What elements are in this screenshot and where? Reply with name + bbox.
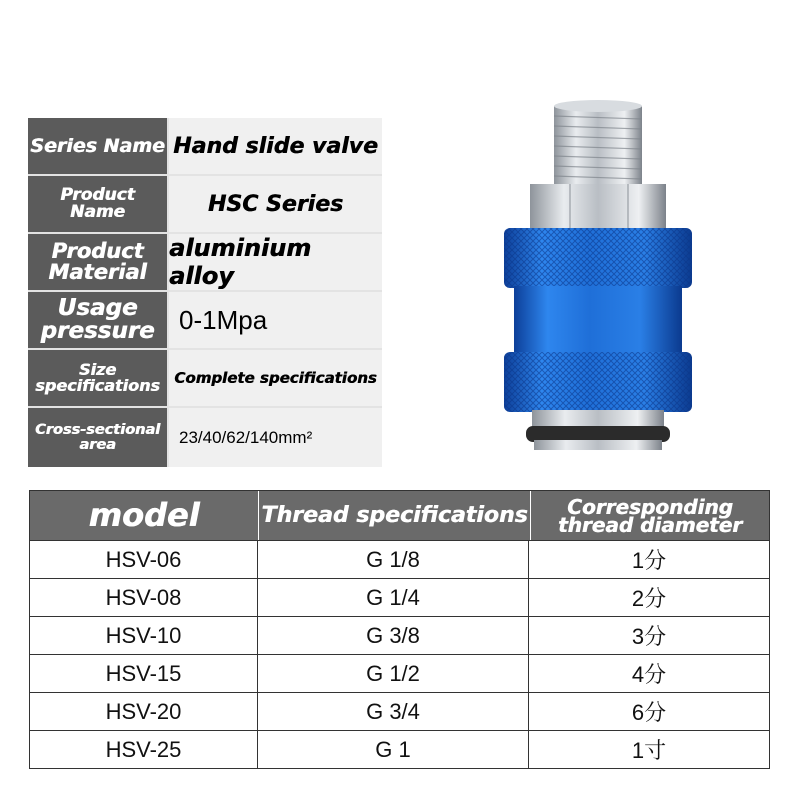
header-model: model [30, 491, 259, 540]
cell-thread: G 1/2 [258, 655, 529, 692]
cell-diameter: 4分 [631, 662, 667, 687]
spec-row-size-specifications [28, 350, 382, 406]
spec-value: 0-1Mpa [169, 292, 382, 348]
cell-thread: G 3/4 [258, 693, 529, 730]
spec-row-series-name [28, 118, 382, 174]
spec-value: HSC Series [169, 176, 382, 232]
table-row [30, 654, 769, 692]
cell-model: HSV-08 [30, 579, 258, 616]
cell-model: HSV-10 [30, 617, 258, 654]
cell-model: HSV-06 [30, 541, 258, 578]
table-row [30, 578, 769, 616]
cell-model: HSV-20 [30, 693, 258, 730]
cell-model: HSV-15 [30, 655, 258, 692]
spec-row-product-name [28, 176, 382, 232]
header-thread-specifications: Thread specifications [259, 491, 531, 540]
table-row [30, 692, 769, 730]
cell-diameter: 3分 [631, 624, 667, 649]
cell-thread: G 1/8 [258, 541, 529, 578]
spec-row-product-material [28, 234, 382, 290]
table-row [30, 730, 769, 768]
spec-value: 23/40/62/140mm² [169, 408, 382, 467]
spec-row-usage-pressure [28, 292, 382, 348]
cell-thread: G 3/8 [258, 617, 529, 654]
cell-diameter: 1寸 [631, 738, 667, 763]
table-row [30, 540, 769, 578]
spec-label: Series Name [28, 118, 167, 174]
spec-value: Complete specifications [169, 350, 382, 406]
cell-thread: G 1 [258, 731, 529, 768]
spec-table [28, 118, 382, 467]
model-table [29, 490, 770, 769]
spec-value: Hand slide valve [169, 118, 382, 174]
table-row [30, 616, 769, 654]
spec-label: Product Name [28, 176, 167, 232]
cell-thread: G 1/4 [258, 579, 529, 616]
spec-row-cross-sectional-area [28, 408, 382, 467]
spec-label: Product Material [28, 234, 167, 290]
cell-diameter: 1分 [631, 548, 667, 573]
cell-diameter: 6分 [631, 700, 667, 725]
header-thread-diameter: Corresponding thread diameter [557, 494, 743, 537]
spec-label: Cross-sectional area [28, 408, 167, 467]
spec-value: aluminium alloy [169, 234, 382, 290]
spec-label: Size specifications [28, 350, 167, 406]
cell-model: HSV-25 [30, 731, 258, 768]
cell-diameter: 2分 [631, 586, 667, 611]
model-table-header [30, 491, 769, 540]
hand-slide-valve-icon [470, 88, 730, 473]
spec-label: Usage pressure [28, 292, 167, 348]
